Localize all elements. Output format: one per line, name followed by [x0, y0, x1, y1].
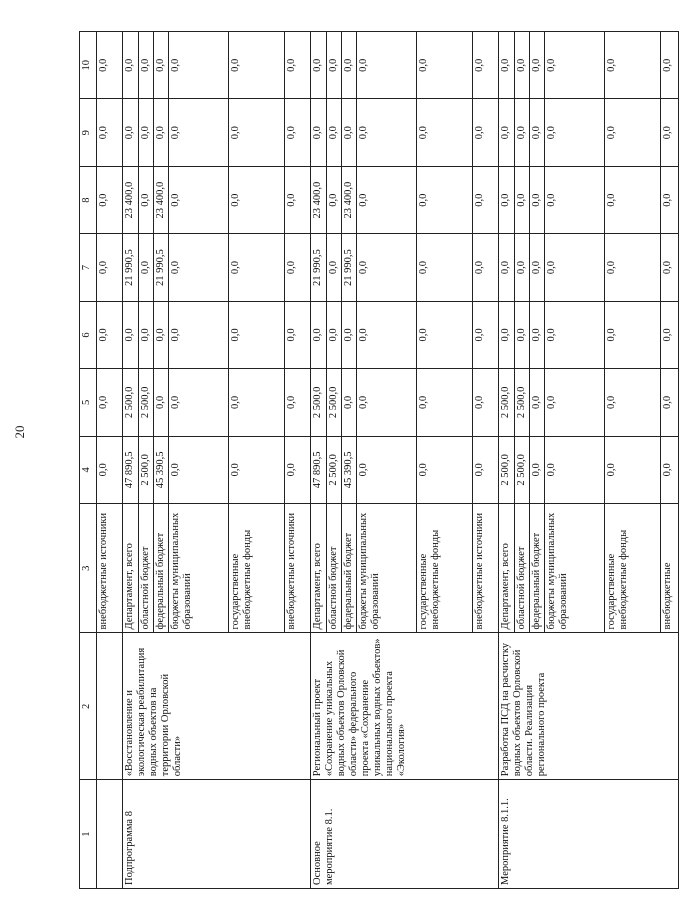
header-cell: 10	[80, 32, 97, 100]
row-name-cell	[97, 633, 123, 780]
value-cell: 0,0	[97, 234, 123, 301]
funding-source-cell: внебюджетные источники	[473, 504, 499, 633]
value-cell: 0,0	[605, 369, 661, 436]
value-cell: 0,0	[661, 234, 679, 301]
value-cell: 0,0	[515, 234, 530, 301]
row-code-cell: Мероприятие 8.1.1.	[499, 780, 679, 889]
value-cell: 0,0	[169, 436, 229, 503]
value-cell: 21 990,5	[154, 234, 169, 301]
page-number: 20	[12, 425, 27, 439]
value-cell: 0,0	[515, 166, 530, 233]
value-cell: 0,0	[417, 436, 473, 503]
value-cell: 0,0	[530, 369, 545, 436]
value-cell: 0,0	[530, 32, 545, 100]
value-cell: 0,0	[154, 99, 169, 166]
value-cell: 0,0	[417, 32, 473, 100]
value-cell: 0,0	[154, 32, 169, 100]
value-cell: 0,0	[229, 166, 285, 233]
table-row	[499, 32, 515, 889]
value-cell: 0,0	[473, 99, 499, 166]
funding-source-cell: федеральный бюджет	[530, 504, 545, 633]
value-cell: 0,0	[97, 436, 123, 503]
value-cell: 2 500,0	[515, 436, 530, 503]
header-cell: 6	[80, 301, 97, 368]
value-cell: 0,0	[327, 99, 342, 166]
value-cell: 0,0	[515, 32, 530, 100]
value-cell: 0,0	[357, 166, 417, 233]
value-cell: 2 500,0	[123, 369, 139, 436]
header-cell: 3	[80, 504, 97, 633]
value-cell: 0,0	[605, 166, 661, 233]
value-cell: 0,0	[229, 32, 285, 100]
value-cell: 0,0	[545, 234, 605, 301]
value-cell: 0,0	[661, 436, 679, 503]
funding-source-cell: внебюджетные	[661, 504, 679, 633]
value-cell: 0,0	[605, 234, 661, 301]
funding-source-cell: внебюджетные источники	[285, 504, 311, 633]
row-name-cell: «Восстановление и экологическая реабилитация водных объектов на территории Орловской области»	[123, 633, 311, 780]
value-cell: 0,0	[530, 234, 545, 301]
value-cell: 0,0	[97, 369, 123, 436]
value-cell: 0,0	[154, 301, 169, 368]
funding-source-cell: Департамент, всего	[123, 504, 139, 633]
value-cell: 0,0	[285, 301, 311, 368]
value-cell: 2 500,0	[499, 369, 515, 436]
value-cell: 23 400,0	[311, 166, 327, 233]
value-cell: 0,0	[605, 32, 661, 100]
value-cell: 0,0	[499, 166, 515, 233]
table-body	[80, 32, 679, 889]
funding-source-cell: бюджеты муниципальных образований	[545, 504, 605, 633]
value-cell: 0,0	[139, 166, 154, 233]
header-cell: 4	[80, 436, 97, 503]
page-number-area	[0, 0, 40, 909]
value-cell: 0,0	[499, 301, 515, 368]
value-cell: 0,0	[499, 234, 515, 301]
value-cell: 0,0	[154, 369, 169, 436]
value-cell: 45 390,5	[342, 436, 357, 503]
value-cell: 0,0	[229, 436, 285, 503]
value-cell: 0,0	[285, 234, 311, 301]
value-cell: 2 500,0	[327, 369, 342, 436]
value-cell: 0,0	[229, 301, 285, 368]
table-row	[97, 32, 123, 889]
value-cell: 0,0	[139, 99, 154, 166]
value-cell: 0,0	[285, 99, 311, 166]
funding-source-cell: областной бюджет	[515, 504, 530, 633]
value-cell: 0,0	[97, 99, 123, 166]
value-cell: 0,0	[545, 99, 605, 166]
value-cell: 0,0	[311, 301, 327, 368]
value-cell: 0,0	[661, 32, 679, 100]
funding-source-cell: государственные внебюджетные фонды	[417, 504, 473, 633]
value-cell: 0,0	[327, 301, 342, 368]
value-cell: 47 890,5	[311, 436, 327, 503]
funding-source-cell: бюджеты муниципальных образований	[169, 504, 229, 633]
value-cell: 0,0	[123, 99, 139, 166]
value-cell: 0,0	[499, 32, 515, 100]
value-cell: 2 500,0	[139, 436, 154, 503]
value-cell: 0,0	[327, 166, 342, 233]
value-cell: 0,0	[139, 32, 154, 100]
value-cell: 0,0	[545, 369, 605, 436]
value-cell: 0,0	[357, 99, 417, 166]
value-cell: 0,0	[661, 166, 679, 233]
value-cell: 0,0	[139, 234, 154, 301]
table-header-row	[80, 32, 97, 889]
value-cell: 23 400,0	[342, 166, 357, 233]
value-cell: 0,0	[97, 32, 123, 100]
value-cell: 0,0	[605, 99, 661, 166]
value-cell: 47 890,5	[123, 436, 139, 503]
value-cell: 0,0	[229, 369, 285, 436]
funding-source-cell: федеральный бюджет	[342, 504, 357, 633]
value-cell: 2 500,0	[499, 436, 515, 503]
header-cell: 8	[80, 166, 97, 233]
value-cell: 0,0	[417, 234, 473, 301]
value-cell: 0,0	[327, 234, 342, 301]
row-name-cell: Разработка ПСД на расчистку водных объектов Орловской области. Реализация регионального проекта	[499, 633, 679, 780]
value-cell: 0,0	[229, 234, 285, 301]
value-cell: 0,0	[417, 301, 473, 368]
value-cell: 21 990,5	[311, 234, 327, 301]
value-cell: 0,0	[97, 301, 123, 368]
value-cell: 0,0	[473, 234, 499, 301]
value-cell: 0,0	[342, 99, 357, 166]
value-cell: 0,0	[605, 301, 661, 368]
header-cell: 9	[80, 99, 97, 166]
value-cell: 0,0	[661, 369, 679, 436]
value-cell: 0,0	[473, 436, 499, 503]
value-cell: 0,0	[499, 99, 515, 166]
funding-source-cell: федеральный бюджет	[154, 504, 169, 633]
value-cell: 0,0	[417, 166, 473, 233]
value-cell: 0,0	[285, 436, 311, 503]
value-cell: 0,0	[530, 301, 545, 368]
funding-source-cell: внебюджетные источники	[97, 504, 123, 633]
value-cell: 0,0	[357, 32, 417, 100]
value-cell: 0,0	[169, 301, 229, 368]
value-cell: 0,0	[545, 166, 605, 233]
row-name-cell: Региональный проект «Сохранение уникальных водных объектов Орловской области» федерального проекта «Сохранение уникальных водных объектов» национального проекта «Экология»	[311, 633, 499, 780]
header-cell: 1	[80, 780, 97, 889]
value-cell: 0,0	[311, 99, 327, 166]
value-cell: 0,0	[545, 436, 605, 503]
value-cell: 0,0	[515, 301, 530, 368]
value-cell: 2 500,0	[139, 369, 154, 436]
value-cell: 0,0	[473, 301, 499, 368]
value-cell: 0,0	[169, 369, 229, 436]
value-cell: 0,0	[123, 301, 139, 368]
funding-source-cell: Департамент, всего	[499, 504, 515, 633]
value-cell: 23 400,0	[154, 166, 169, 233]
value-cell: 0,0	[357, 369, 417, 436]
value-cell: 0,0	[661, 99, 679, 166]
value-cell: 0,0	[530, 99, 545, 166]
budget-table	[79, 31, 679, 889]
value-cell: 21 990,5	[342, 234, 357, 301]
value-cell: 0,0	[417, 369, 473, 436]
value-cell: 0,0	[661, 301, 679, 368]
value-cell: 0,0	[515, 99, 530, 166]
value-cell: 0,0	[357, 234, 417, 301]
value-cell: 0,0	[545, 32, 605, 100]
header-cell: 5	[80, 369, 97, 436]
value-cell: 2 500,0	[327, 436, 342, 503]
table-row	[311, 32, 327, 889]
table-row	[123, 32, 139, 889]
funding-source-cell: государственные внебюджетные фонды	[605, 504, 661, 633]
value-cell: 2 500,0	[311, 369, 327, 436]
value-cell: 0,0	[357, 301, 417, 368]
value-cell: 0,0	[97, 166, 123, 233]
value-cell: 0,0	[169, 32, 229, 100]
header-cell: 7	[80, 234, 97, 301]
value-cell: 0,0	[605, 436, 661, 503]
value-cell: 0,0	[123, 32, 139, 100]
value-cell: 0,0	[342, 301, 357, 368]
value-cell: 0,0	[229, 99, 285, 166]
value-cell: 0,0	[139, 301, 154, 368]
value-cell: 0,0	[473, 369, 499, 436]
header-cell: 2	[80, 633, 97, 780]
value-cell: 0,0	[357, 436, 417, 503]
value-cell: 0,0	[342, 369, 357, 436]
row-code-cell	[97, 780, 123, 889]
value-cell: 0,0	[545, 301, 605, 368]
value-cell: 0,0	[169, 99, 229, 166]
value-cell: 0,0	[285, 32, 311, 100]
row-code-cell: Подпрограмма 8	[123, 780, 311, 889]
value-cell: 21 990,5	[123, 234, 139, 301]
funding-source-cell: областной бюджет	[139, 504, 154, 633]
funding-source-cell: областной бюджет	[327, 504, 342, 633]
funding-source-cell: бюджеты муниципальных образований	[357, 504, 417, 633]
funding-source-cell: государственные внебюджетные фонды	[229, 504, 285, 633]
value-cell: 23 400,0	[123, 166, 139, 233]
rotated-table-wrapper	[79, 31, 673, 889]
value-cell: 0,0	[417, 99, 473, 166]
funding-source-cell: Департамент, всего	[311, 504, 327, 633]
value-cell: 2 500,0	[515, 369, 530, 436]
value-cell: 0,0	[342, 32, 357, 100]
value-cell: 0,0	[473, 32, 499, 100]
value-cell: 0,0	[327, 32, 342, 100]
value-cell: 0,0	[473, 166, 499, 233]
value-cell: 0,0	[285, 166, 311, 233]
value-cell: 0,0	[285, 369, 311, 436]
value-cell: 0,0	[311, 32, 327, 100]
value-cell: 45 390,5	[154, 436, 169, 503]
row-code-cell: Основное мероприятие 8.1.	[311, 780, 499, 889]
value-cell: 0,0	[169, 234, 229, 301]
value-cell: 0,0	[530, 436, 545, 503]
value-cell: 0,0	[530, 166, 545, 233]
value-cell: 0,0	[169, 166, 229, 233]
